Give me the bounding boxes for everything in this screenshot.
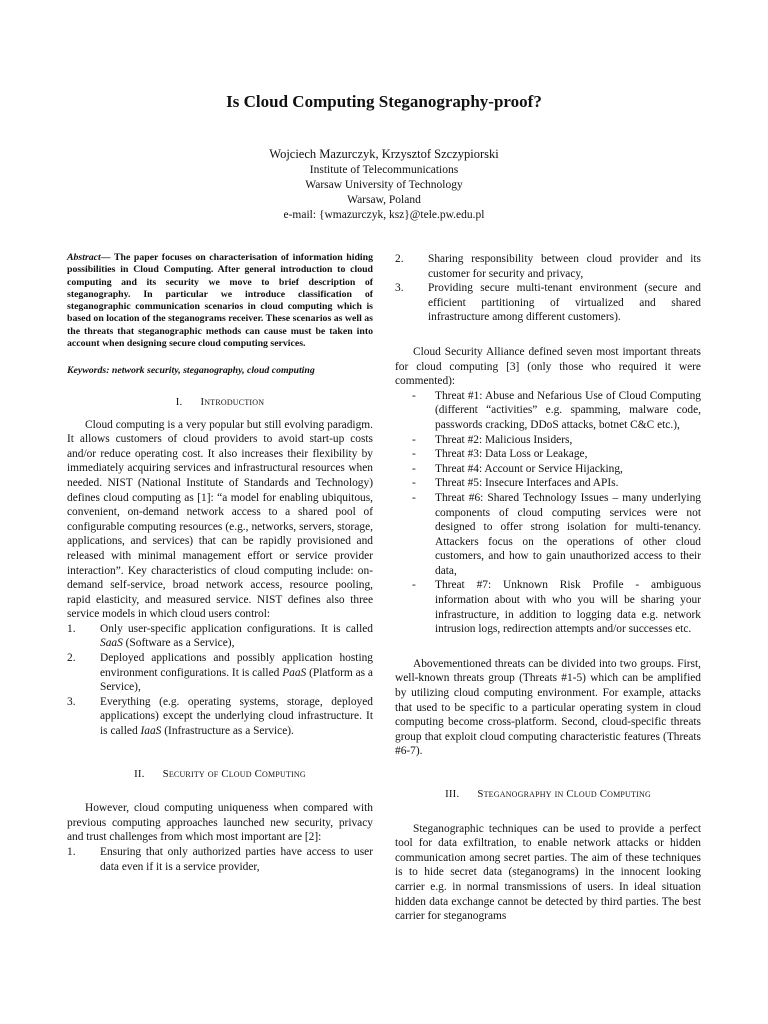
list-item: - Threat #5: Insecure Interfaces and APIs. (412, 477, 619, 490)
right-column (395, 252, 701, 924)
challenges-list-left (67, 845, 373, 874)
challenges-list-right (395, 252, 701, 325)
paper-title: Is Cloud Computing Steganography-proof? (226, 92, 542, 111)
list-item: - Threat #2: Malicious Insiders, (412, 433, 573, 446)
keywords: Keywords: network security, steganography, cloud computing (67, 365, 315, 377)
affiliation-email: e-mail: {wmazurczyk, ksz}@tele.pw.edu.pl (283, 209, 485, 221)
left-column (67, 252, 373, 874)
list-item: - Threat #6: Shared Technology Issues – many underlying components of cloud computing services were not designed to offer strong isolation for multi-tenancy. Attackers focus on the operations of other cloud customers, and how to gain unauthorized access to their data, (412, 491, 701, 577)
introduction-paragraph: Cloud computing is a very popular but still evolving paradigm. It allows customers of cloud providers to avoid start-up costs and/or reduce operating cost. It also increases their flexibility by immediately acquiring services and infrastructural resources when needed. NIST (National Institute of Standards and Technology) defines cloud computing as [1]: “a model for enabling ubiquitous, convenient, on-demand network access to a shared pool of configurable computing resources (e.g., networks, servers, storage, applications, and services) that can be rapidly provisioned and released with minimal management effort or service provider interaction”. Key characteristics of cloud computing include: on-demand self-service, broad network access, resource pooling, rapid elasticity, and measured service. NIST defines also three service models in which cloud users control: (67, 418, 373, 621)
affiliation (0, 163, 768, 223)
list-item: 3. Everything (e.g. operating systems, storage, deployed applications) except the underlying cloud infrastructure. It is called IaaS (Infrastructure as a Service). (67, 695, 373, 738)
steganography-paragraph: Steganographic techniques can be used to provide a perfect tool for data exfiltration, to enable network attacks or hidden communication among secret parties. The aim of these techniques is to hide secret data (steganograms) in the innocent looking carrier e.g. in normal transmissions of users. In ideal situation hidden data exchange cannot be detected by third parties. The best carrier for steganograms (395, 822, 701, 923)
authors: Wojciech Mazurczyk, Krzysztof Szczypiorski (269, 147, 499, 161)
list-item: 2. Sharing responsibility between cloud provider and its customer for security and privacy, (395, 253, 701, 280)
affiliation-university: Warsaw University of Technology (305, 179, 463, 191)
section-heading-introduction: I. Introduction (175, 395, 265, 408)
list-item: 2. Deployed applications and possibly application hosting environment configurations. It is called PaaS (Platform as a Service), (67, 652, 373, 694)
threat-groups-paragraph: Abovementioned threats can be divided into two groups. First, well-known threats group (Threats #1-5) which can be amplified by utilizing cloud computing environment. For example, attacks that used to be specific to a particular operating system in cloud computing become cross-platform. Second, cloud-specific threats group that exploit cloud computing characteristic features (Threats #6-7). (395, 657, 701, 758)
threats-list (395, 389, 701, 637)
service-models-list (67, 622, 373, 739)
affiliation-institute: Institute of Telecommunications (309, 164, 459, 176)
abstract (67, 252, 373, 350)
security-paragraph: However, cloud computing uniqueness when compared with previous computing approaches launched new security, privacy and trust challenges from which most important are [2]: (67, 802, 373, 844)
list-item: - Threat #1: Abuse and Nefarious Use of Cloud Computing (different “activities” e.g. spamming, malware code, passwords cracking, DDoS attacks, botnet C&C etc.), (412, 389, 701, 431)
list-item: - Threat #3: Data Loss or Leakage, (412, 448, 588, 461)
abstract-label: Abstract— (67, 252, 111, 263)
csa-paragraph: Cloud Security Alliance defined seven most important threats for cloud computing [3] (only those who required it were commented): (395, 345, 701, 388)
list-item: 3. Providing secure multi-tenant environment (secure and efficient partitioning of virtualized and shared infrastructure among different customers). (395, 282, 701, 324)
abstract-text: The paper focuses on characterisation of information hiding possibilities in Cloud Computing. After general introduction to cloud computing and its security we move to brief description of steganography. In particular we introduce classification of steganographic communication scenarios in cloud computing which is based on location of the steganograms receiver. These scenarios as well as the threats that steganographic methods can cause must be taken into account when designing secure cloud computing services. (67, 252, 373, 350)
section-heading-security: II. Security of Cloud Computing (134, 767, 306, 780)
list-item: - Threat #7: Unknown Risk Profile - ambiguous information about with who you will be sharing your infrastructure, in addition to logging data e.g. network intrusion logs, redirection attempts and/or successes etc. (412, 579, 701, 636)
list-item: 1. Ensuring that only authorized parties have access to user data even if it is a service provider, (67, 846, 373, 873)
section-heading-steganography: III. Steganography in Cloud Computing (445, 788, 651, 800)
list-item: 1. Only user-specific application configurations. It is called SaaS (Software as a Service), (67, 622, 373, 650)
list-item: - Threat #4: Account or Service Hijacking, (412, 462, 623, 475)
affiliation-location: Warsaw, Poland (347, 194, 421, 206)
